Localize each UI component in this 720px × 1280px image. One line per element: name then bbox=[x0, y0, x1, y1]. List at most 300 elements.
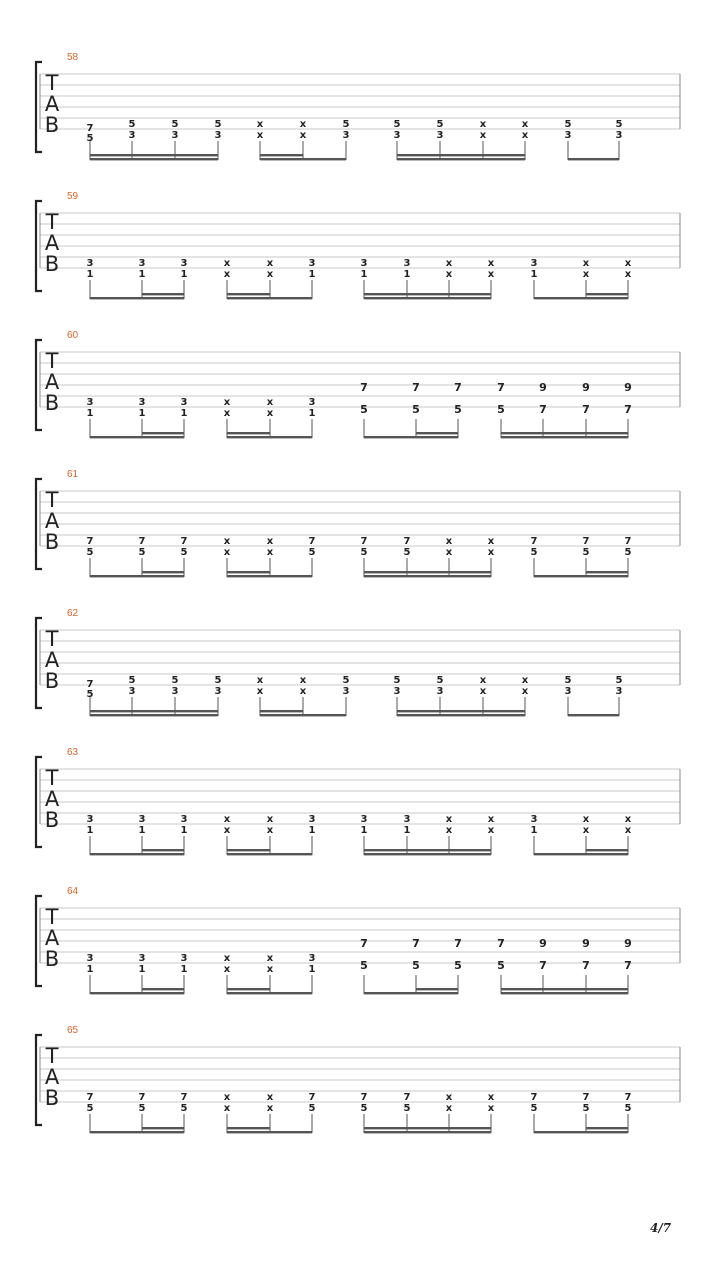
fret-number: 3 bbox=[86, 258, 94, 269]
beam bbox=[227, 297, 312, 299]
beam bbox=[90, 714, 218, 716]
fret-number: 5 bbox=[342, 675, 350, 686]
tab-staff bbox=[0, 747, 720, 872]
fret-number: x bbox=[223, 1103, 231, 1114]
fret-number: x bbox=[521, 675, 529, 686]
fret-number: x bbox=[479, 675, 487, 686]
tab-clef-letter: T bbox=[45, 766, 59, 790]
fret-number: x bbox=[299, 675, 307, 686]
beam-secondary bbox=[142, 988, 184, 990]
fret-number: x bbox=[445, 1092, 453, 1103]
fret-number: 7 bbox=[180, 1092, 188, 1103]
fret-number: 3 bbox=[86, 814, 94, 825]
beam bbox=[260, 714, 346, 716]
beam bbox=[90, 575, 184, 577]
fret-number: 5 bbox=[360, 547, 368, 558]
fret-number: 3 bbox=[214, 130, 222, 141]
fret-number: 3 bbox=[308, 397, 316, 408]
beam-secondary bbox=[501, 988, 628, 990]
tab-clef-letter: B bbox=[44, 252, 60, 276]
fret-number: 3 bbox=[128, 686, 136, 697]
beam-secondary bbox=[227, 432, 270, 434]
tab-clef-letter: A bbox=[44, 231, 60, 255]
fret-number: 1 bbox=[86, 825, 94, 836]
fret-number: x bbox=[223, 258, 231, 269]
beam bbox=[227, 992, 312, 994]
tab-system bbox=[0, 747, 720, 886]
fret-number: 7 bbox=[624, 1092, 632, 1103]
fret-number: 3 bbox=[214, 686, 222, 697]
fret-number: 5 bbox=[180, 547, 188, 558]
tab-clef-letter: B bbox=[44, 391, 60, 415]
fret-number: 7 bbox=[86, 1092, 94, 1103]
fret-number: 9 bbox=[582, 937, 590, 950]
fret-number: x bbox=[445, 814, 453, 825]
fret-number: x bbox=[266, 1103, 274, 1114]
fret-number: 3 bbox=[615, 130, 623, 141]
fret-number: x bbox=[582, 269, 590, 280]
fret-number: 1 bbox=[403, 825, 411, 836]
fret-number: 3 bbox=[403, 258, 411, 269]
fret-number: x bbox=[521, 119, 529, 130]
tab-staff bbox=[0, 608, 720, 733]
beam-secondary bbox=[364, 849, 491, 851]
fret-number: 7 bbox=[582, 403, 590, 416]
fret-number: 7 bbox=[412, 381, 420, 394]
beam-secondary bbox=[90, 710, 218, 712]
fret-number: x bbox=[223, 547, 231, 558]
beam-secondary bbox=[142, 432, 184, 434]
fret-number: x bbox=[487, 547, 495, 558]
fret-number: 5 bbox=[308, 547, 316, 558]
fret-number: 1 bbox=[180, 825, 188, 836]
fret-number: x bbox=[479, 130, 487, 141]
fret-number: x bbox=[445, 258, 453, 269]
beam-secondary bbox=[416, 432, 458, 434]
fret-number: x bbox=[223, 953, 231, 964]
fret-number: 3 bbox=[360, 814, 368, 825]
fret-number: 5 bbox=[530, 547, 538, 558]
fret-number: x bbox=[266, 953, 274, 964]
beam bbox=[568, 714, 619, 716]
fret-number: x bbox=[266, 269, 274, 280]
fret-number: 9 bbox=[539, 381, 547, 394]
measure-number: 61 bbox=[67, 469, 79, 480]
fret-number: x bbox=[223, 536, 231, 547]
fret-number: x bbox=[624, 814, 632, 825]
fret-number: 5 bbox=[360, 959, 368, 972]
beam-secondary bbox=[227, 988, 270, 990]
fret-number: 5 bbox=[308, 1103, 316, 1114]
fret-number: x bbox=[521, 130, 529, 141]
tab-staff bbox=[0, 886, 720, 1011]
fret-number: 3 bbox=[436, 686, 444, 697]
fret-number: 5 bbox=[615, 119, 623, 130]
beam-group bbox=[565, 119, 623, 160]
fret-number: x bbox=[487, 1103, 495, 1114]
page-number: 4/7 bbox=[650, 1221, 672, 1235]
fret-number: 3 bbox=[128, 130, 136, 141]
beam bbox=[534, 575, 628, 577]
beam bbox=[397, 714, 525, 716]
beam-secondary bbox=[227, 293, 270, 295]
fret-number: 5 bbox=[564, 675, 572, 686]
fret-number: 3 bbox=[436, 130, 444, 141]
fret-number: 1 bbox=[308, 269, 316, 280]
beam bbox=[227, 436, 312, 438]
fret-number: 3 bbox=[360, 258, 368, 269]
fret-number: 7 bbox=[624, 959, 632, 972]
fret-number: 5 bbox=[412, 959, 420, 972]
tab-system bbox=[0, 608, 720, 747]
fret-number: x bbox=[487, 536, 495, 547]
fret-number: 1 bbox=[403, 269, 411, 280]
fret-number: x bbox=[223, 408, 231, 419]
fret-number: x bbox=[479, 686, 487, 697]
measure-number: 64 bbox=[67, 886, 79, 897]
fret-number: 3 bbox=[403, 814, 411, 825]
beam-group bbox=[360, 937, 462, 994]
fret-number: 5 bbox=[497, 959, 505, 972]
tab-system bbox=[0, 52, 720, 191]
fret-number: 9 bbox=[624, 937, 632, 950]
fret-number: 5 bbox=[86, 133, 94, 144]
fret-number: x bbox=[624, 258, 632, 269]
tab-system bbox=[0, 330, 720, 469]
beam-secondary bbox=[364, 293, 491, 295]
fret-number: x bbox=[521, 686, 529, 697]
fret-number: 7 bbox=[138, 1092, 146, 1103]
beam bbox=[501, 992, 628, 994]
fret-number: 5 bbox=[582, 1103, 590, 1114]
fret-number: x bbox=[487, 258, 495, 269]
fret-number: x bbox=[299, 130, 307, 141]
tab-clef-letter: A bbox=[44, 370, 60, 394]
fret-number: x bbox=[266, 547, 274, 558]
fret-number: 5 bbox=[393, 119, 401, 130]
beam-secondary bbox=[227, 1127, 270, 1129]
fret-number: 1 bbox=[86, 269, 94, 280]
fret-number: 5 bbox=[171, 119, 179, 130]
fret-number: 5 bbox=[86, 689, 94, 700]
fret-number: 7 bbox=[412, 937, 420, 950]
tab-system bbox=[0, 191, 720, 330]
beam-secondary bbox=[397, 710, 525, 712]
fret-number: 7 bbox=[138, 536, 146, 547]
fret-number: 1 bbox=[308, 825, 316, 836]
fret-number: 1 bbox=[86, 964, 94, 975]
fret-number: 5 bbox=[360, 1103, 368, 1114]
beam bbox=[397, 158, 525, 160]
beam bbox=[227, 853, 312, 855]
fret-number: 1 bbox=[530, 269, 538, 280]
tab-staff bbox=[0, 1025, 720, 1150]
fret-number: 7 bbox=[582, 959, 590, 972]
fret-number: x bbox=[223, 814, 231, 825]
fret-number: 7 bbox=[360, 381, 368, 394]
tab-staff bbox=[0, 330, 720, 455]
fret-number: 5 bbox=[360, 403, 368, 416]
fret-number: x bbox=[256, 119, 264, 130]
fret-number: x bbox=[256, 130, 264, 141]
beam bbox=[534, 297, 628, 299]
beam-secondary bbox=[501, 432, 628, 434]
fret-number: 3 bbox=[393, 686, 401, 697]
fret-number: 3 bbox=[171, 686, 179, 697]
beam-secondary bbox=[142, 571, 184, 573]
fret-number: x bbox=[445, 536, 453, 547]
fret-number: 5 bbox=[403, 547, 411, 558]
fret-number: 3 bbox=[342, 130, 350, 141]
beam bbox=[364, 575, 491, 577]
fret-number: x bbox=[299, 119, 307, 130]
beam bbox=[501, 436, 628, 438]
beam-secondary bbox=[586, 1127, 628, 1129]
fret-number: 5 bbox=[86, 1103, 94, 1114]
beam bbox=[227, 1131, 312, 1133]
tab-staff bbox=[0, 52, 720, 177]
beam-secondary bbox=[364, 1127, 491, 1129]
beam bbox=[364, 1131, 491, 1133]
tab-clef-letter: T bbox=[45, 210, 59, 234]
fret-number: 5 bbox=[564, 119, 572, 130]
fret-number: 3 bbox=[180, 258, 188, 269]
tab-clef-letter: A bbox=[44, 92, 60, 116]
fret-number: x bbox=[624, 269, 632, 280]
beam bbox=[90, 1131, 184, 1133]
tab-clef-letter: B bbox=[44, 808, 60, 832]
fret-number: x bbox=[479, 119, 487, 130]
fret-number: 7 bbox=[582, 1092, 590, 1103]
fret-number: 5 bbox=[436, 119, 444, 130]
beam bbox=[90, 436, 184, 438]
fret-number: 7 bbox=[403, 536, 411, 547]
fret-number: 5 bbox=[128, 675, 136, 686]
fret-number: x bbox=[266, 397, 274, 408]
fret-number: x bbox=[266, 964, 274, 975]
fret-number: 3 bbox=[180, 397, 188, 408]
fret-number: 5 bbox=[497, 403, 505, 416]
beam-secondary bbox=[586, 849, 628, 851]
fret-number: 1 bbox=[308, 964, 316, 975]
tab-staff bbox=[0, 191, 720, 316]
fret-number: 9 bbox=[624, 381, 632, 394]
fret-number: 7 bbox=[308, 536, 316, 547]
fret-number: 5 bbox=[624, 547, 632, 558]
tab-system bbox=[0, 886, 720, 1025]
beam-group bbox=[497, 937, 632, 994]
beam-secondary bbox=[397, 154, 525, 156]
fret-number: 7 bbox=[454, 937, 462, 950]
fret-number: 7 bbox=[530, 1092, 538, 1103]
fret-number: x bbox=[266, 258, 274, 269]
fret-number: x bbox=[487, 269, 495, 280]
fret-number: 5 bbox=[393, 675, 401, 686]
beam bbox=[90, 853, 184, 855]
fret-number: x bbox=[445, 1103, 453, 1114]
fret-number: 1 bbox=[360, 825, 368, 836]
fret-number: x bbox=[266, 814, 274, 825]
fret-number: 5 bbox=[530, 1103, 538, 1114]
measure-number: 63 bbox=[67, 747, 79, 758]
fret-number: 5 bbox=[454, 959, 462, 972]
fret-number: 7 bbox=[624, 403, 632, 416]
beam-group bbox=[360, 381, 462, 438]
fret-number: 7 bbox=[360, 1092, 368, 1103]
fret-number: 3 bbox=[138, 258, 146, 269]
beam-group bbox=[497, 381, 632, 438]
measure-number: 59 bbox=[67, 191, 79, 202]
fret-number: x bbox=[487, 814, 495, 825]
fret-number: 5 bbox=[454, 403, 462, 416]
fret-number: 5 bbox=[138, 547, 146, 558]
fret-number: 5 bbox=[342, 119, 350, 130]
fret-number: 1 bbox=[138, 825, 146, 836]
measure-number: 62 bbox=[67, 608, 79, 619]
fret-number: 5 bbox=[403, 1103, 411, 1114]
tab-clef-letter: T bbox=[45, 905, 59, 929]
fret-number: 3 bbox=[530, 258, 538, 269]
beam-secondary bbox=[227, 849, 270, 851]
tab-clef-letter: A bbox=[44, 648, 60, 672]
tab-clef-letter: T bbox=[45, 627, 59, 651]
fret-number: x bbox=[582, 825, 590, 836]
fret-number: 7 bbox=[86, 679, 94, 690]
fret-number: x bbox=[445, 269, 453, 280]
fret-number: 1 bbox=[180, 964, 188, 975]
beam-secondary bbox=[364, 571, 491, 573]
beam-secondary bbox=[227, 571, 270, 573]
fret-number: 3 bbox=[308, 814, 316, 825]
fret-number: x bbox=[582, 258, 590, 269]
beam-secondary bbox=[142, 293, 184, 295]
fret-number: 3 bbox=[564, 686, 572, 697]
tab-clef-letter: A bbox=[44, 1065, 60, 1089]
fret-number: 3 bbox=[342, 686, 350, 697]
beam bbox=[227, 575, 312, 577]
tab-clef-letter: B bbox=[44, 530, 60, 554]
fret-number: 3 bbox=[393, 130, 401, 141]
beam bbox=[260, 158, 346, 160]
tab-staff bbox=[0, 469, 720, 594]
fret-number: 5 bbox=[436, 675, 444, 686]
fret-number: x bbox=[223, 1092, 231, 1103]
fret-number: 7 bbox=[497, 937, 505, 950]
fret-number: x bbox=[256, 675, 264, 686]
fret-number: x bbox=[582, 814, 590, 825]
fret-number: 3 bbox=[308, 953, 316, 964]
tab-clef-letter: A bbox=[44, 787, 60, 811]
beam-secondary bbox=[260, 710, 303, 712]
fret-number: x bbox=[487, 1092, 495, 1103]
beam-secondary bbox=[142, 1127, 184, 1129]
fret-number: x bbox=[266, 536, 274, 547]
fret-number: 7 bbox=[86, 123, 94, 134]
tab-clef-letter: B bbox=[44, 947, 60, 971]
tab-clef-letter: B bbox=[44, 669, 60, 693]
fret-number: 3 bbox=[615, 686, 623, 697]
beam bbox=[90, 992, 184, 994]
fret-number: 5 bbox=[138, 1103, 146, 1114]
fret-number: 9 bbox=[582, 381, 590, 394]
beam bbox=[364, 436, 458, 438]
fret-number: 9 bbox=[539, 937, 547, 950]
fret-number: x bbox=[624, 825, 632, 836]
fret-number: 3 bbox=[180, 814, 188, 825]
fret-number: 5 bbox=[171, 675, 179, 686]
fret-number: x bbox=[266, 825, 274, 836]
beam bbox=[534, 853, 628, 855]
beam bbox=[364, 992, 458, 994]
fret-number: 7 bbox=[86, 536, 94, 547]
fret-number: 3 bbox=[86, 953, 94, 964]
beam-secondary bbox=[142, 849, 184, 851]
tab-clef-letter: B bbox=[44, 1086, 60, 1110]
fret-number: 3 bbox=[86, 397, 94, 408]
fret-number: 5 bbox=[412, 403, 420, 416]
fret-number: 1 bbox=[138, 269, 146, 280]
fret-number: 7 bbox=[539, 403, 547, 416]
beam-group bbox=[565, 675, 623, 716]
fret-number: 7 bbox=[360, 536, 368, 547]
beam bbox=[90, 158, 218, 160]
fret-number: 5 bbox=[86, 547, 94, 558]
fret-number: 3 bbox=[171, 130, 179, 141]
fret-number: x bbox=[299, 686, 307, 697]
fret-number: x bbox=[223, 269, 231, 280]
measure-number: 65 bbox=[67, 1025, 79, 1036]
beam-secondary bbox=[586, 571, 628, 573]
fret-number: 3 bbox=[308, 258, 316, 269]
fret-number: 5 bbox=[582, 547, 590, 558]
beam bbox=[534, 1131, 628, 1133]
fret-number: 5 bbox=[615, 675, 623, 686]
tab-system bbox=[0, 1025, 720, 1164]
fret-number: 1 bbox=[180, 408, 188, 419]
fret-number: 7 bbox=[539, 959, 547, 972]
fret-number: x bbox=[266, 408, 274, 419]
fret-number: 7 bbox=[360, 937, 368, 950]
fret-number: 5 bbox=[624, 1103, 632, 1114]
fret-number: 3 bbox=[180, 953, 188, 964]
fret-number: 3 bbox=[530, 814, 538, 825]
fret-number: 3 bbox=[138, 953, 146, 964]
beam bbox=[364, 297, 491, 299]
tab-clef-letter: T bbox=[45, 1044, 59, 1068]
measure-number: 58 bbox=[67, 52, 79, 63]
fret-number: 1 bbox=[138, 408, 146, 419]
tab-clef-letter: B bbox=[44, 113, 60, 137]
fret-number: 7 bbox=[624, 536, 632, 547]
fret-number: x bbox=[223, 825, 231, 836]
beam-secondary bbox=[586, 293, 628, 295]
beam-secondary bbox=[90, 154, 218, 156]
fret-number: 5 bbox=[214, 119, 222, 130]
beam bbox=[364, 853, 491, 855]
fret-number: 1 bbox=[180, 269, 188, 280]
measure-number: 60 bbox=[67, 330, 79, 341]
fret-number: x bbox=[223, 964, 231, 975]
beam bbox=[568, 158, 619, 160]
fret-number: x bbox=[487, 825, 495, 836]
tab-clef-letter: T bbox=[45, 488, 59, 512]
fret-number: 5 bbox=[180, 1103, 188, 1114]
fret-number: 1 bbox=[138, 964, 146, 975]
fret-number: x bbox=[256, 686, 264, 697]
fret-number: x bbox=[223, 397, 231, 408]
fret-number: 7 bbox=[582, 536, 590, 547]
fret-number: 5 bbox=[128, 119, 136, 130]
